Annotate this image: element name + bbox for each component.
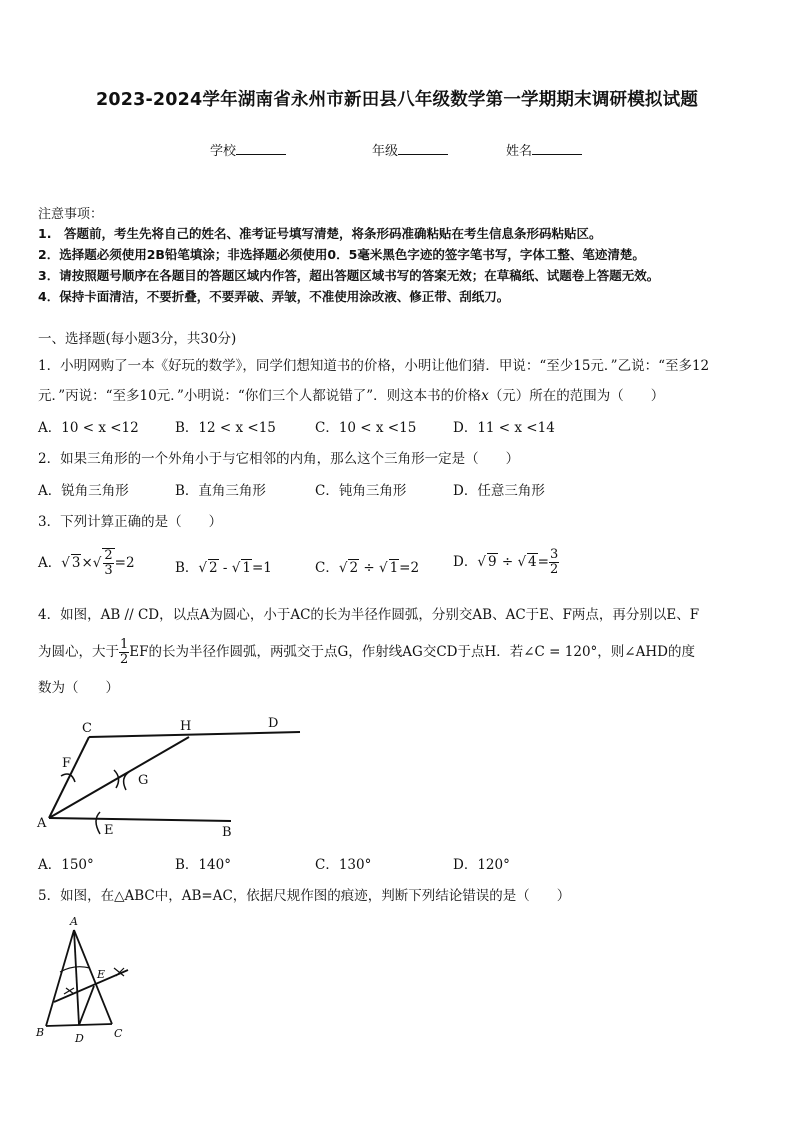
q4-option-c[interactable]: C．130° bbox=[315, 857, 372, 873]
label-b: B bbox=[36, 1026, 45, 1039]
q3a-radicand: 3 bbox=[71, 555, 81, 571]
label-e: E bbox=[97, 968, 106, 981]
q3c-div: ÷ bbox=[359, 560, 379, 576]
label-a: A bbox=[37, 816, 47, 831]
q2-option-a[interactable]: A．锐角三角形 bbox=[38, 483, 129, 499]
cross-mark-left bbox=[64, 988, 74, 994]
label-g: G bbox=[138, 773, 149, 788]
q1-var: x bbox=[481, 388, 489, 404]
q3-option-c[interactable]: C．√ 2 ÷ √ 1=2 bbox=[315, 560, 420, 576]
q3b-r2: 1 bbox=[242, 560, 251, 576]
q3b-eq: =1 bbox=[251, 560, 272, 576]
line-ab bbox=[49, 818, 231, 821]
q3d-num: 3 bbox=[549, 547, 559, 562]
q3b-label: B． bbox=[175, 560, 199, 576]
q3d-div: ÷ bbox=[497, 554, 518, 570]
school-blank[interactable] bbox=[236, 142, 286, 155]
q4-option-d[interactable]: D．120° bbox=[453, 857, 510, 873]
arc-e bbox=[96, 812, 100, 834]
name-blank[interactable] bbox=[532, 142, 582, 155]
label-h: H bbox=[180, 719, 192, 734]
q3d-eq: = bbox=[537, 554, 549, 570]
label-e: E bbox=[104, 823, 114, 838]
q3c-label: C． bbox=[315, 560, 339, 576]
label-b: B bbox=[222, 825, 232, 840]
q3a-num: 2 bbox=[104, 548, 113, 563]
q4-line2a: 为圆心，大于 bbox=[38, 644, 119, 660]
notes-heading: 注意事项： bbox=[38, 207, 104, 222]
side-ab bbox=[46, 930, 74, 1026]
grade-blank[interactable] bbox=[398, 142, 448, 155]
q4-frac-num: 1 bbox=[120, 637, 129, 652]
q3d-fraction bbox=[549, 548, 559, 577]
q3-option-b[interactable]: B．√ 2 - √ 1=1 bbox=[175, 560, 272, 576]
q2-option-c[interactable]: C．钝角三角形 bbox=[315, 483, 407, 499]
q1-line2a: 元．”丙说：“至多10元．”小明说：“你们三个人都说错了”．则这本书的价格 bbox=[38, 388, 482, 404]
q3a-fraction bbox=[103, 549, 113, 578]
side-ac bbox=[74, 930, 112, 1024]
q1-option-a[interactable]: A．10 < x <12 bbox=[38, 420, 139, 436]
q5-figure bbox=[34, 912, 139, 1046]
grade-field[interactable] bbox=[372, 140, 448, 159]
q1-line2 bbox=[38, 384, 664, 404]
q1-option-b[interactable]: B．12 < x <15 bbox=[175, 420, 276, 436]
label-c: C bbox=[82, 721, 92, 736]
q1-option-c[interactable]: C．10 < x <15 bbox=[315, 420, 417, 436]
q1-line2b: （元）所在的范围为（ ） bbox=[488, 388, 665, 404]
q3c-eq: =2 bbox=[399, 560, 420, 576]
q3c-r1: 2 bbox=[349, 560, 359, 576]
name-label: 姓名 bbox=[506, 144, 533, 159]
grade-label: 年级 bbox=[372, 144, 399, 159]
q4-line2 bbox=[38, 638, 695, 667]
q4-fraction bbox=[119, 638, 129, 667]
school-label: 学校 bbox=[210, 144, 237, 159]
segment-ad bbox=[74, 930, 79, 1025]
q3a-times: × bbox=[81, 555, 93, 571]
segment-de bbox=[79, 986, 94, 1025]
q1-option-d[interactable]: D．11 < x <14 bbox=[453, 420, 555, 436]
label-c: C bbox=[114, 1027, 123, 1040]
q3c-r2: 1 bbox=[389, 560, 399, 576]
label-d: D bbox=[268, 716, 279, 731]
q2-option-b[interactable]: B．直角三角形 bbox=[175, 483, 266, 499]
line-cd bbox=[89, 732, 300, 737]
label-a: A bbox=[70, 915, 78, 928]
q4-line3: 数为（ ） bbox=[38, 680, 119, 696]
q3b-minus: - bbox=[218, 560, 232, 576]
q3a-label: A． bbox=[38, 555, 62, 571]
q3-option-d[interactable]: D．√ 9 ÷ √ 4= $\frac{3}{2}$ bbox=[453, 547, 559, 577]
q3-line: 3．下列计算正确的是（ ） bbox=[38, 514, 223, 530]
q3d-den: 2 bbox=[549, 562, 559, 577]
q4-line2b: EF的长为半径作圆弧，两弧交于点G，作射线AG交CD于点H．若∠C = 120°，则∠AHD的度 bbox=[129, 644, 695, 660]
school-field[interactable] bbox=[210, 140, 286, 159]
q4-option-a[interactable]: A．150° bbox=[38, 857, 94, 873]
q3-option-a[interactable]: A．√ 3×√ $\frac{2}{3}$ =2 bbox=[38, 548, 135, 578]
q1-line1: 1．小明网购了一本《好玩的数学》，同学们想知道书的价格，小明让他们猜．甲说：“至少15元．”乙说：“至多12 bbox=[38, 358, 710, 374]
q4-frac-den: 2 bbox=[120, 652, 129, 667]
q4-option-b[interactable]: B．140° bbox=[175, 857, 231, 873]
note-item: 2．选择题必须使用2B铅笔填涂；非选择题必须使用0．5毫米黑色字迹的签字笔书写，字体工整、笔迹清楚。 bbox=[38, 247, 645, 262]
note-item: 1. 答题前，考生先将自己的姓名、准考证号填写清楚，将条形码准确粘贴在考生信息条形码粘贴区。 bbox=[38, 226, 602, 241]
note-item: 3．请按照题号顺序在各题目的答题区域内作答，超出答题区域书写的答案无效；在草稿纸、试题卷上答题无效。 bbox=[38, 268, 660, 283]
q2-line: 2．如果三角形的一个外角小于与它相邻的内角，那么这个三角形一定是（ ） bbox=[38, 451, 520, 467]
section-heading: 一、选择题(每小题3分，共30分) bbox=[38, 331, 237, 347]
q3d-label: D． bbox=[453, 554, 478, 570]
q3d-r1: 9 bbox=[487, 554, 497, 570]
q3d-r2: 4 bbox=[528, 554, 537, 570]
q2-option-d[interactable]: D．任意三角形 bbox=[453, 483, 545, 499]
label-d: D bbox=[75, 1032, 84, 1045]
q4-figure bbox=[34, 712, 306, 840]
exam-title: 2023-2024学年湖南省永州市新田县八年级数学第一学期期末调研模拟试题 bbox=[95, 90, 699, 110]
q3a-den: 3 bbox=[104, 563, 113, 578]
note-item: 4．保持卡面清洁，不要折叠，不要弄破、弄皱，不准使用涂改液、修正带、刮纸刀。 bbox=[38, 289, 510, 304]
label-f: F bbox=[62, 756, 72, 771]
arc-top bbox=[60, 967, 90, 972]
q3a-eq: =2 bbox=[114, 555, 135, 571]
q3b-r1: 2 bbox=[209, 560, 218, 576]
q5-line: 5．如图，在△ABC中，AB=AC，依据尺规作图的痕迹，判断下列结论错误的是（ ） bbox=[38, 888, 571, 904]
q4-line1: 4．如图，AB // CD，以点A为圆心，小于AC的长为半径作圆弧，分别交AB、AC于E、F两点，再分别以E、F bbox=[38, 607, 700, 623]
name-field[interactable] bbox=[506, 140, 582, 159]
